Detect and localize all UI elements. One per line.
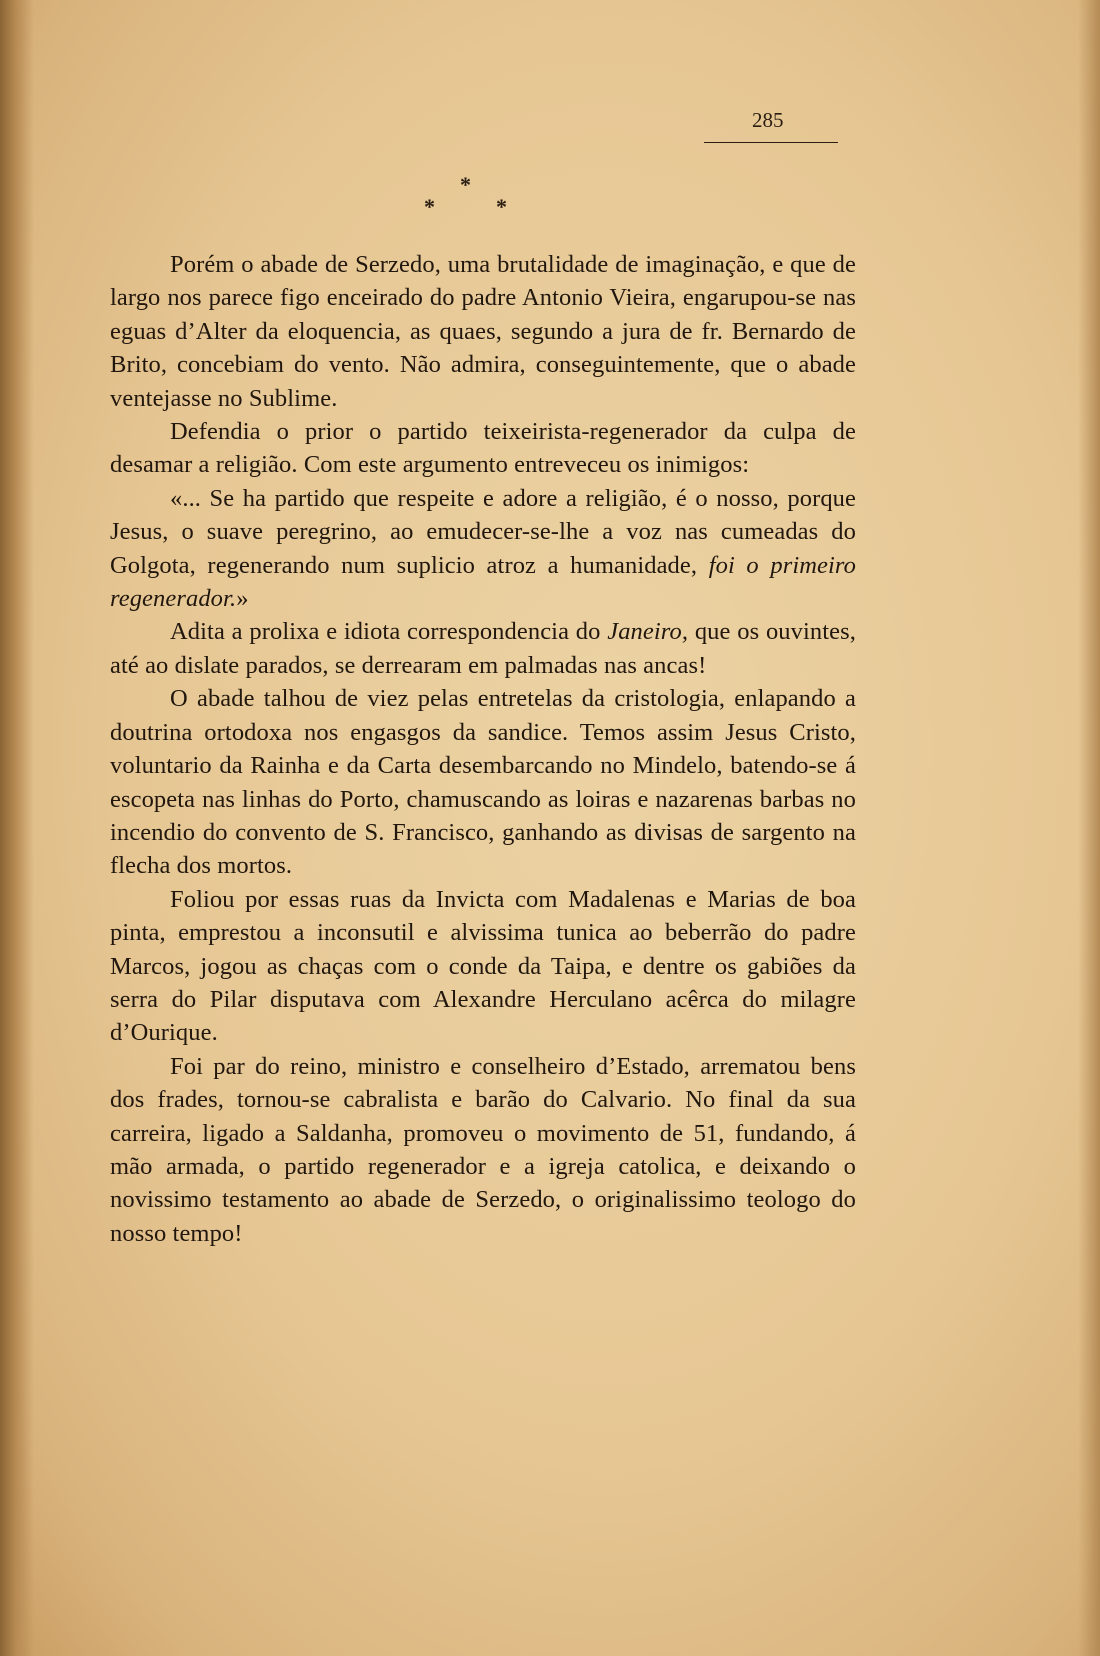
paragraph-1-text: Porém o abade de Serzedo, uma brutalidade de imaginação, e que de largo nos parece figo enceirado do padre Antonio Vieira, engarupou-se nas eguas d’Alter da eloquencia, as quaes, segundo a jura de fr. Bernardo de Brito, concebiam do vento. Não admira, conseguintemente, que o abade ventejasse no Sublime. — [110, 251, 856, 412]
paragraph-6-text: Foliou por essas ruas da Invicta com Madalenas e Marias de boa pinta, emprestou a inconsutil e alvissima tunica ao beberrão do padre Marcos, jogou as chaças com o conde da Taipa, e dentre os gabiões da serra do Pilar disputava com Alexandre Herculano acêrca do milagre d’Ourique. — [110, 885, 856, 1047]
paragraph-6 — [110, 883, 856, 1050]
paragraph-7 — [110, 1050, 856, 1250]
asterisk-left: * — [424, 194, 435, 219]
paragraph-4-italic: Janeiro, — [607, 618, 689, 646]
paragraph-3-italic: foi o primeiro regenerador. — [110, 551, 856, 613]
paragraph-4 — [110, 615, 856, 682]
paragraph-5-text: O abade talhou de viez pelas entretelas da cristologia, enlapando a doutrina ortodoxa nos engasgos da sandice. Temos assim Jesus Cristo, voluntario da Rainha e da Carta desembarcando no Mindelo, batendo-se á escopeta nas linhas do Porto, chamuscando as loiras e nazarenas barbas no incendio do convento de S. Francisco, ganhando as divisas de sargento na flecha dos mortos. — [110, 685, 856, 880]
paragraph-3-after: » — [236, 585, 249, 613]
paragraph-7-text: Foi par do reino, ministro e conselheiro d’Estado, arrematou bens dos frades, tornou-se cabralista e barão do Calvario. No final da sua carreira, ligado a Saldanha, promoveu o movimento de 51, fundando, á mão armada, o partido regenerador e a igreja catolica, e deixando o novissimo testamento ao abade de Serzedo, o originalissimo teologo do nosso tempo! — [110, 1052, 856, 1247]
paragraph-2 — [110, 415, 856, 482]
body-text — [110, 248, 856, 1250]
paragraph-4-text: Adita a prolixa e idiota correspondencia do — [170, 618, 608, 646]
paragraph-3-quote — [110, 482, 856, 616]
paragraph-2-text: Defendia o prior o partido teixeirista-regenerador da culpa de desamar a religião. Com este argumento entreveceu os inimigos: — [110, 418, 856, 479]
asterisk-right: * — [496, 194, 507, 219]
paragraph-3-text: «... Se ha partido que respeite e adore a religião, é o nosso, porque Jesus, o suave peregrino, ao emudecer-se-lhe a voz nas cumeadas do Golgota, regenerando num suplicio atroz a humanidade, — [110, 484, 856, 579]
header-rule — [704, 142, 838, 143]
paragraph-4-after: que os ouvintes, até ao dislate parados, se derrearam em palmadas nas ancas! — [110, 618, 856, 679]
paragraph-5 — [110, 682, 856, 882]
page-number: 285 — [752, 108, 784, 132]
asterisk-top: * — [460, 172, 471, 197]
asterism-separator — [424, 172, 514, 222]
paragraph-1 — [110, 248, 856, 415]
